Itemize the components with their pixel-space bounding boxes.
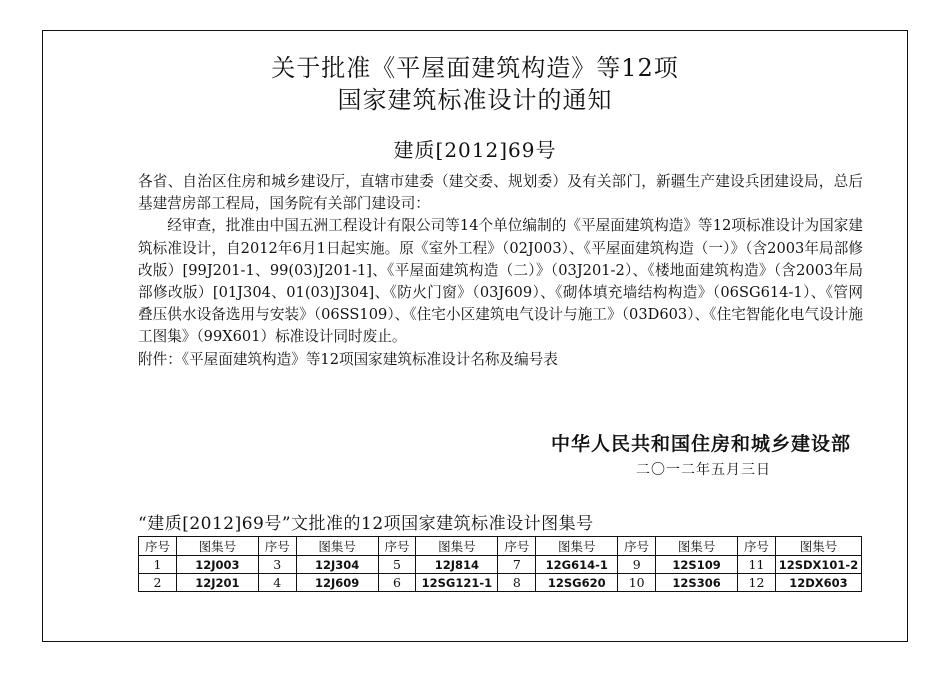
header-cell: 图集号	[656, 537, 738, 556]
seq-cell: 2	[139, 574, 177, 592]
document-frame	[42, 30, 908, 642]
header-cell: 序号	[738, 537, 776, 556]
table-header-row	[139, 537, 862, 556]
seq-cell: 3	[258, 556, 296, 574]
seq-cell: 12	[738, 574, 776, 592]
addressee-paragraph: 各省、自治区住房和城乡建设厅，直辖市建委（建交委、规划委）及有关部门，新疆生产建设兵团建设局，总后基建营房部工程局，国务院有关部门建设司：	[138, 173, 863, 213]
seq-cell: 10	[618, 574, 656, 592]
issue-date: 二〇一二年五月三日	[636, 462, 771, 478]
atlas-code-cell: 12J814	[416, 556, 498, 574]
atlas-code-cell: 12SDX101-2	[775, 556, 861, 574]
atlas-code-cell: 12SG121-1	[416, 574, 498, 592]
atlas-code-cell: 12J003	[176, 556, 258, 574]
header-cell: 序号	[618, 537, 656, 556]
approval-paragraph: 经审查，批准由中国五洲工程设计有限公司等14个单位编制的《平屋面建筑构造》等12项标准设计为国家建筑标准设计，自2012年6月1日起实施。原《室外工程》（02J003）、《平屋面建筑构造（一）》（含2003年局部修改版）[99J201-1、99(03)J201-1]、《平屋面建筑构造（二）》（03J201-2）、《楼地面建筑构造》（含2003年局部修改版）[01J304、01(03)J304]、《防火门窗》（03J609）、《砌体填充墙结构构造》（06SG614-1）、《管网叠压供水设备选用与安装》（06SS109）、《住宅小区建筑电气设计与施工》（03D603）、《住宅智能化电气设计施工图集》（99X601）标准设计同时废止。	[138, 217, 863, 346]
atlas-code-cell: 12J304	[296, 556, 378, 574]
notice-title-line2: 国家建筑标准设计的通知	[337, 86, 613, 114]
seq-cell: 4	[258, 574, 296, 592]
attachment-line: 附件：《平屋面建筑构造》等12项国家建筑标准设计名称及编号表	[138, 350, 558, 368]
seq-cell: 5	[378, 556, 416, 574]
header-cell: 序号	[139, 537, 177, 556]
document-number: 建质[2012]69号	[393, 138, 557, 162]
header-cell: 图集号	[296, 537, 378, 556]
seq-cell: 1	[139, 556, 177, 574]
atlas-code-cell: 12SG620	[536, 574, 618, 592]
atlas-code-cell: 12J609	[296, 574, 378, 592]
header-cell: 图集号	[536, 537, 618, 556]
atlas-number-table	[138, 536, 862, 592]
header-cell: 序号	[378, 537, 416, 556]
seq-cell: 7	[498, 556, 536, 574]
header-cell: 图集号	[775, 537, 861, 556]
header-cell: 图集号	[176, 537, 258, 556]
seq-cell: 8	[498, 574, 536, 592]
header-cell: 序号	[498, 537, 536, 556]
table-row	[139, 556, 862, 574]
atlas-code-cell: 12J201	[176, 574, 258, 592]
seq-cell: 9	[618, 556, 656, 574]
seq-cell: 6	[378, 574, 416, 592]
atlas-code-cell: 12S109	[656, 556, 738, 574]
table-caption: “建质[2012]69号”文批准的12项国家建筑标准设计图集号	[138, 514, 594, 534]
seq-cell: 11	[738, 556, 776, 574]
atlas-code-cell: 12S306	[656, 574, 738, 592]
atlas-code-cell: 12G614-1	[536, 556, 618, 574]
header-cell: 图集号	[416, 537, 498, 556]
table-row	[139, 574, 862, 592]
issuing-authority: 中华人民共和国住房和城乡建设部	[550, 433, 851, 455]
notice-body	[138, 171, 863, 371]
notice-title-line1: 关于批准《平屋面建筑构造》等12项	[271, 54, 679, 82]
header-cell: 序号	[258, 537, 296, 556]
atlas-code-cell: 12DX603	[775, 574, 861, 592]
